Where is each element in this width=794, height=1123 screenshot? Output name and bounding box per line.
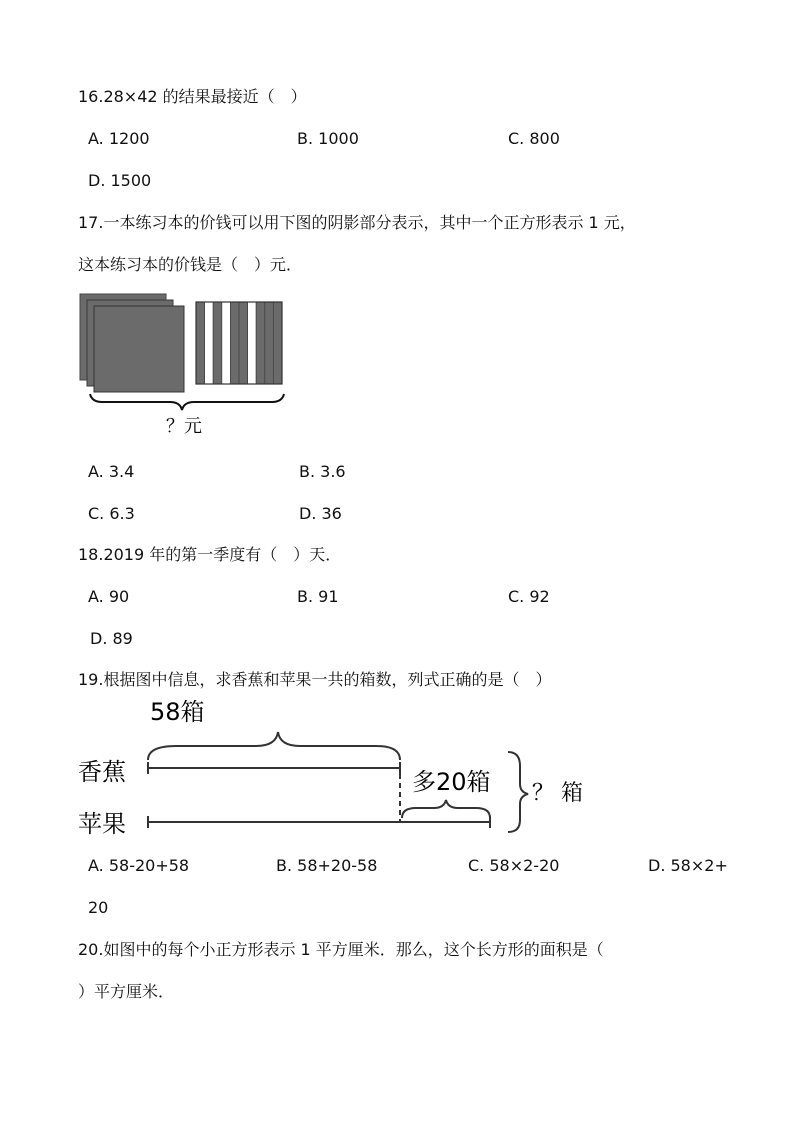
label-58: 58箱 — [150, 700, 205, 726]
tenth-strip — [248, 302, 257, 384]
tenth-strip — [222, 302, 231, 384]
q16-option-b[interactable]: B. 1000 — [297, 129, 359, 148]
q17-option-b[interactable]: B. 3.6 — [299, 462, 346, 481]
q19-stem: 19.根据图中信息，求香蕉和苹果一共的箱数，列式正确的是（ ） — [78, 670, 552, 689]
tenth-strip — [205, 302, 214, 384]
q19-option-a[interactable]: A. 58-20+58 — [88, 856, 190, 875]
q17-stem-line2: 这本练习本的价钱是（ ）元． — [78, 255, 303, 274]
q17-option-c[interactable]: C. 6.3 — [88, 504, 135, 523]
q18-option-c[interactable]: C. 92 — [508, 587, 550, 606]
tenth-strip — [196, 302, 205, 384]
q19-option-d-wrap: 20 — [88, 898, 109, 917]
q17-option-a[interactable]: A. 3.4 — [88, 462, 135, 481]
tenth-strip — [239, 302, 248, 384]
q17-stem-line1: 17.一本练习本的价钱可以用下图的阴影部分表示，其中一个正方形表示 1 元， — [78, 213, 636, 232]
tenth-strip — [265, 302, 274, 384]
label-more-20: 多20箱 — [412, 768, 491, 796]
q19-figure-bars — [76, 700, 588, 840]
q18-option-d[interactable]: D. 89 — [90, 629, 133, 648]
q19-option-d[interactable]: D. 58×2+ — [648, 856, 728, 875]
brace-shape — [90, 394, 284, 410]
q16-option-d[interactable]: D. 1500 — [88, 171, 152, 190]
q17-figure-label: ？元 — [166, 416, 202, 437]
label-total: ？ 箱 — [532, 781, 583, 806]
q20-stem-line1: 20.如图中的每个小正方形表示 1 平方厘米．那么，这个长方形的面积是（ — [78, 940, 604, 959]
tenth-strip — [213, 302, 222, 384]
q16-stem: 16.28×42 的结果最接近（ ） — [78, 87, 307, 106]
q20-stem-line2: ）平方厘米． — [78, 982, 175, 1001]
tenths-square — [196, 302, 282, 384]
tenth-strip — [256, 302, 265, 384]
q17-figure-squares — [78, 290, 298, 450]
brace-more — [402, 800, 490, 818]
q19-option-c[interactable]: C. 58×2-20 — [468, 856, 560, 875]
q16-option-c[interactable]: C. 800 — [508, 129, 560, 148]
q17-option-d[interactable]: D. 36 — [299, 504, 342, 523]
whole-square-front — [94, 306, 184, 392]
q18-option-b[interactable]: B. 91 — [297, 587, 339, 606]
brace-top — [148, 732, 400, 760]
q16-option-a[interactable]: A. 1200 — [88, 129, 150, 148]
label-apple: 苹果 — [78, 810, 126, 838]
q18-option-a[interactable]: A. 90 — [88, 587, 130, 606]
q18-stem: 18.2019 年的第一季度有（ ）天． — [78, 545, 342, 564]
q19-option-b[interactable]: B. 58+20-58 — [276, 856, 378, 875]
tenth-strip — [273, 302, 282, 384]
label-banana: 香蕉 — [78, 758, 126, 786]
brace-right — [508, 752, 528, 832]
tenth-strip — [230, 302, 239, 384]
